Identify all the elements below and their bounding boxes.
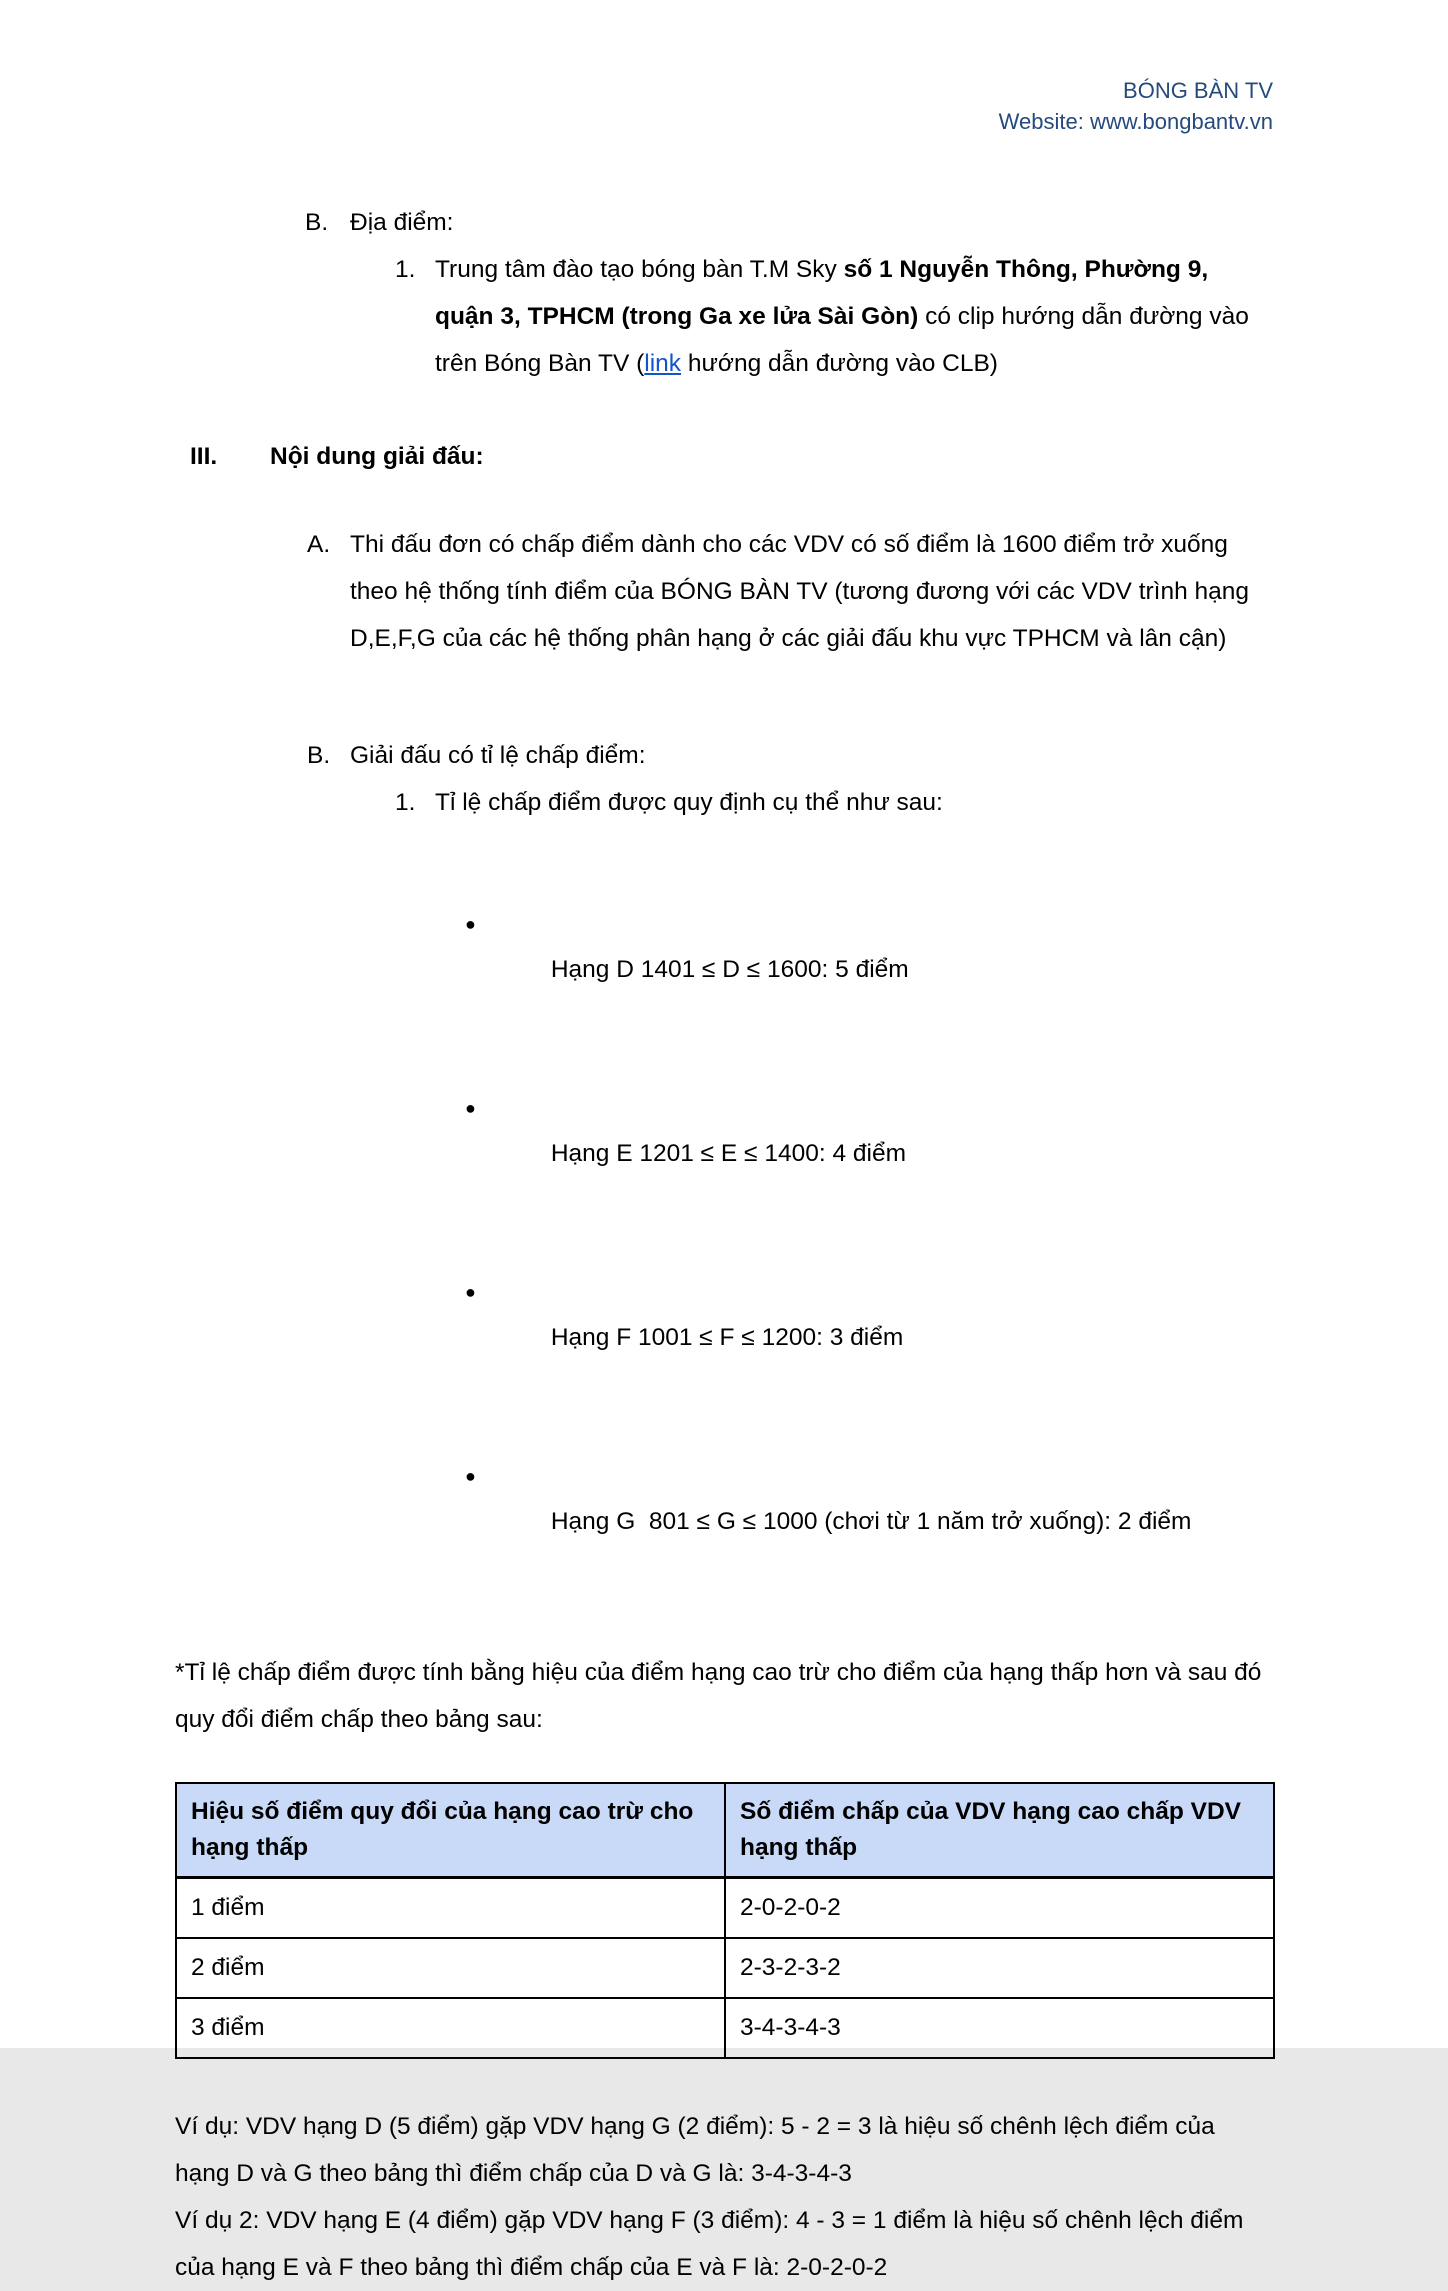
brand-name: BÓNG BÀN TV (1123, 78, 1273, 103)
brand-website: Website: www.bongbantv.vn (998, 109, 1273, 134)
bullet-rank-f: Hạng F 1001 ≤ F ≤ 1200: 3 điểm (550, 1324, 904, 1351)
item-b-sub1-text: Tỉ lệ chấp điểm được quy định cụ thể như sau: (435, 789, 943, 816)
section-iii-numeral: III. (190, 443, 218, 470)
list-item (465, 1407, 1273, 1591)
section-iii-title: Nội dung giải đấu: (270, 443, 484, 470)
bullet-icon: ● (465, 1282, 476, 1302)
table-cell-diff-2: 2 điểm (176, 1938, 725, 1998)
list-item (465, 1039, 1273, 1223)
table-row (176, 1998, 1274, 2058)
item-b-label: B. (307, 742, 331, 769)
item-a-text: Thi đấu đơn có chấp điểm dành cho các VDV có số điểm là 1600 điểm trở xuống theo hệ thống tính điểm của BÓNG BÀN TV (tương đương với các VDV trình hạng D,E,F,G của các hệ thống phân hạng ở các giải đấu khu vực TPHCM và lân cận) (350, 531, 1250, 652)
item-a-label: A. (307, 531, 331, 558)
table-cell-points-3: 3-4-3-4-3 (725, 1998, 1274, 2058)
table-cell-diff-1: 1 điểm (176, 1878, 725, 1939)
section-location-label: B. (305, 209, 329, 236)
letterhead (0, 75, 1273, 137)
table-header-diff: Hiệu số điểm quy đổi của hạng cao trừ cho hạng thấp (176, 1783, 725, 1878)
table-cell-points-2: 2-3-2-3-2 (725, 1938, 1274, 1998)
item-b-text: Giải đấu có tỉ lệ chấp điểm: (350, 742, 646, 769)
table-cell-diff-3: 3 điểm (176, 1998, 725, 2058)
examples-block (175, 2103, 1273, 2291)
table-header-row (176, 1783, 1274, 1878)
section-iii-heading (190, 433, 1273, 480)
item-b (307, 732, 1273, 779)
example-1: Ví dụ: VDV hạng D (5 điểm) gặp VDV hạng G (2 điểm): 5 - 2 = 3 là hiệu số chênh lệch điểm của hạng D và G theo bảng thì điểm chấp của D và G là: 3-4-3-4-3 (175, 2113, 1215, 2187)
handicap-conversion-table (175, 1782, 1275, 2059)
handicap-bullet-list (465, 855, 1273, 1591)
location-item (395, 246, 1273, 387)
location-item-number: 1. (395, 256, 416, 283)
bullet-rank-d: Hạng D 1401 ≤ D ≤ 1600: 5 điểm (550, 956, 909, 983)
example-2: Ví dụ 2: VDV hạng E (4 điểm) gặp VDV hạng F (3 điểm): 4 - 3 = 1 điểm là hiệu số chênh lệch điểm của hạng E và F theo bảng thì điểm chấp của E và F là: 2-0-2-0-2 (175, 2207, 1244, 2281)
list-item (465, 1223, 1273, 1407)
section-location-title: Địa điểm: (350, 209, 454, 236)
location-item-text-regular-3: hướng dẫn đường vào CLB) (681, 350, 998, 377)
table-header-points: Số điểm chấp của VDV hạng cao chấp VDV hạng thấp (725, 1783, 1274, 1878)
bullet-icon: ● (465, 1098, 476, 1118)
location-item-text-regular: Trung tâm đào tạo bóng bàn T.M Sky (435, 256, 844, 283)
item-b-sub1-number: 1. (395, 789, 416, 816)
bullet-rank-g: Hạng G 801 ≤ G ≤ 1000 (chơi từ 1 năm trở xuống): 2 điểm (550, 1508, 1192, 1535)
table-row (176, 1938, 1274, 1998)
bullet-rank-e: Hạng E 1201 ≤ E ≤ 1400: 4 điểm (550, 1140, 906, 1167)
bullet-icon: ● (465, 1466, 476, 1486)
bullet-icon: ● (465, 914, 476, 934)
item-b-sub1 (395, 779, 1273, 826)
location-item-text-regular-2: có clip hướng dẫn đường vào trên Bóng Bàn TV ( (435, 303, 1249, 377)
section-location-heading (305, 199, 1273, 246)
clb-directions-link[interactable]: link (644, 350, 682, 377)
list-item (465, 855, 1273, 1039)
location-item-text-bold: số 1 Nguyễn Thông, Phường 9, quận 3, TPHCM (trong Ga xe lửa Sài Gòn) (435, 256, 1209, 330)
table-row (176, 1878, 1274, 1939)
handicap-note: *Tỉ lệ chấp điểm được tính bằng hiệu của điểm hạng cao trừ cho điểm của hạng thấp hơn và sau đó quy đổi điểm chấp theo bảng sau: (175, 1659, 1262, 1733)
table-cell-points-1: 2-0-2-0-2 (725, 1878, 1274, 1939)
item-a (307, 521, 1273, 662)
